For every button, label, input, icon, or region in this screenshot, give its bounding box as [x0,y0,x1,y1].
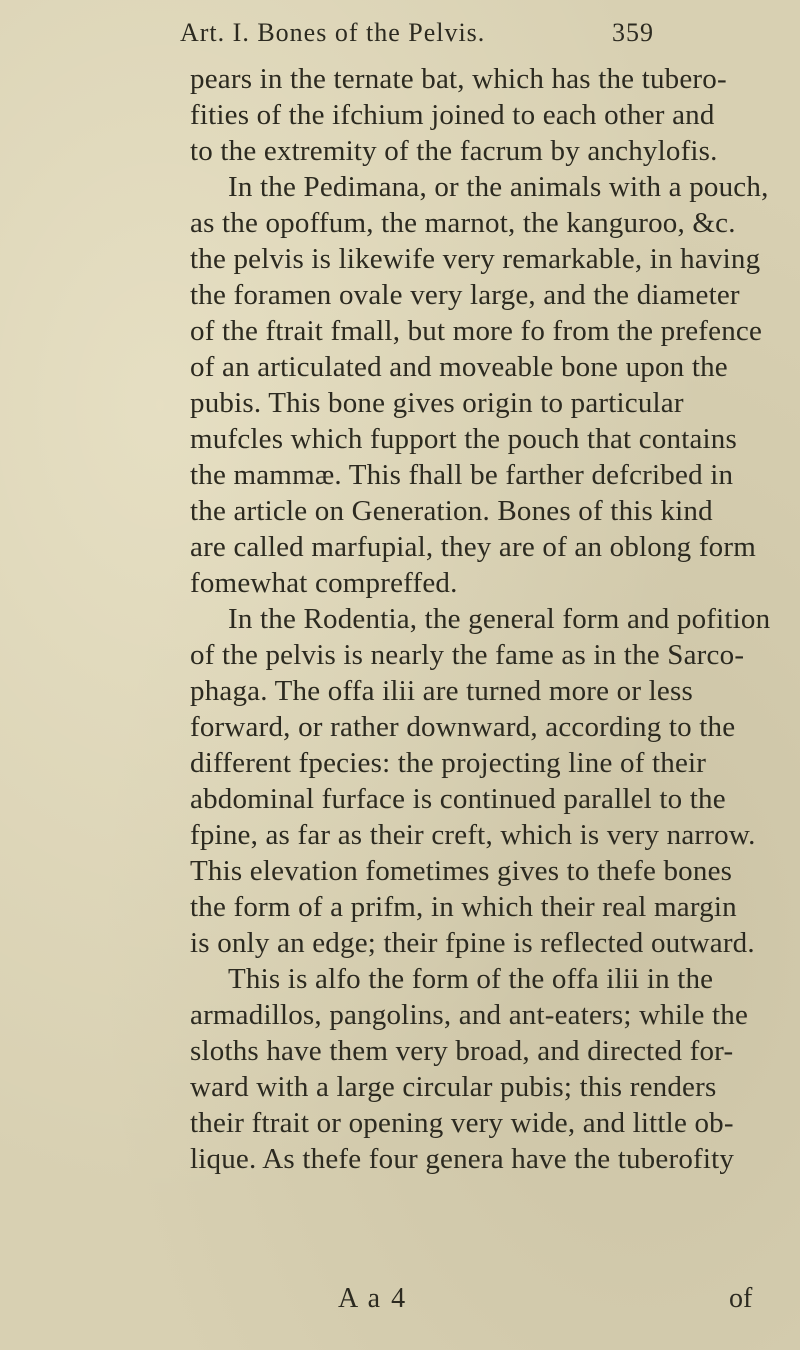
text-line: pubis. This bone gives origin to particular [190,387,684,419]
text-line: This elevation fometimes gives to thefe bones [190,855,733,887]
text-line: different fpecies: the projecting line of their [190,747,707,779]
text-line: the foramen ovale very large, and the diameter [190,279,740,311]
text-line: In the Pedimana, or the animals with a pouch, [228,171,769,203]
running-title: Art. I. Bones of the Pelvis. [180,18,486,47]
text-line: are called marfupial, they are of an oblong form [190,531,756,563]
text-line: to the extremity of the facrum by anchylofis. [190,135,718,167]
text-line: sloths have them very broad, and directed for- [190,1035,734,1067]
text-line: fomewhat compreffed. [190,567,458,599]
text-line: of the ftrait fmall, but more fo from the prefence [190,315,763,347]
text-line: the mammæ. This fhall be farther defcribed in [190,459,734,491]
text-line: the article on Generation. Bones of this kind [190,495,713,527]
text-line: fpine, as far as their creft, which is very narrow. [190,819,756,851]
text-line: mufcles which fupport the pouch that contains [190,423,737,455]
text-line: armadillos, pangolins, and ant-eaters; while the [190,999,749,1031]
text-line: the form of a prifm, in which their real margin [190,891,737,923]
text-line: the pelvis is likewife very remarkable, in having [190,243,761,275]
text-line: as the opoffum, the marnot, the kanguroo, &c. [190,207,736,239]
text-line: pears in the ternate bat, which has the tubero- [190,63,727,95]
text-line: forward, or rather downward, according to the [190,711,736,743]
text-line: This is alfo the form of the offa ilii in the [228,963,714,995]
text-line: lique. As thefe four genera have the tuberofity [190,1143,735,1175]
text-line: fities of the ifchium joined to each other and [190,99,715,131]
text-line: their ftrait or opening very wide, and little ob- [190,1107,734,1139]
signature-mark: A a 4 [338,1283,408,1314]
text-line: is only an edge; their fpine is reflected outward. [190,927,755,959]
text-line: ward with a large circular pubis; this renders [190,1071,717,1103]
text-line: In the Rodentia, the general form and pofition [228,603,771,635]
text-line: of the pelvis is nearly the fame as in the Sarco- [190,639,745,671]
text-line: of an articulated and moveable bone upon the [190,351,728,383]
text-line: abdominal furface is continued parallel to the [190,783,726,815]
text-line: phaga. The offa ilii are turned more or less [190,675,693,707]
page-number: 359 [612,18,654,47]
catchword: of [729,1283,753,1314]
